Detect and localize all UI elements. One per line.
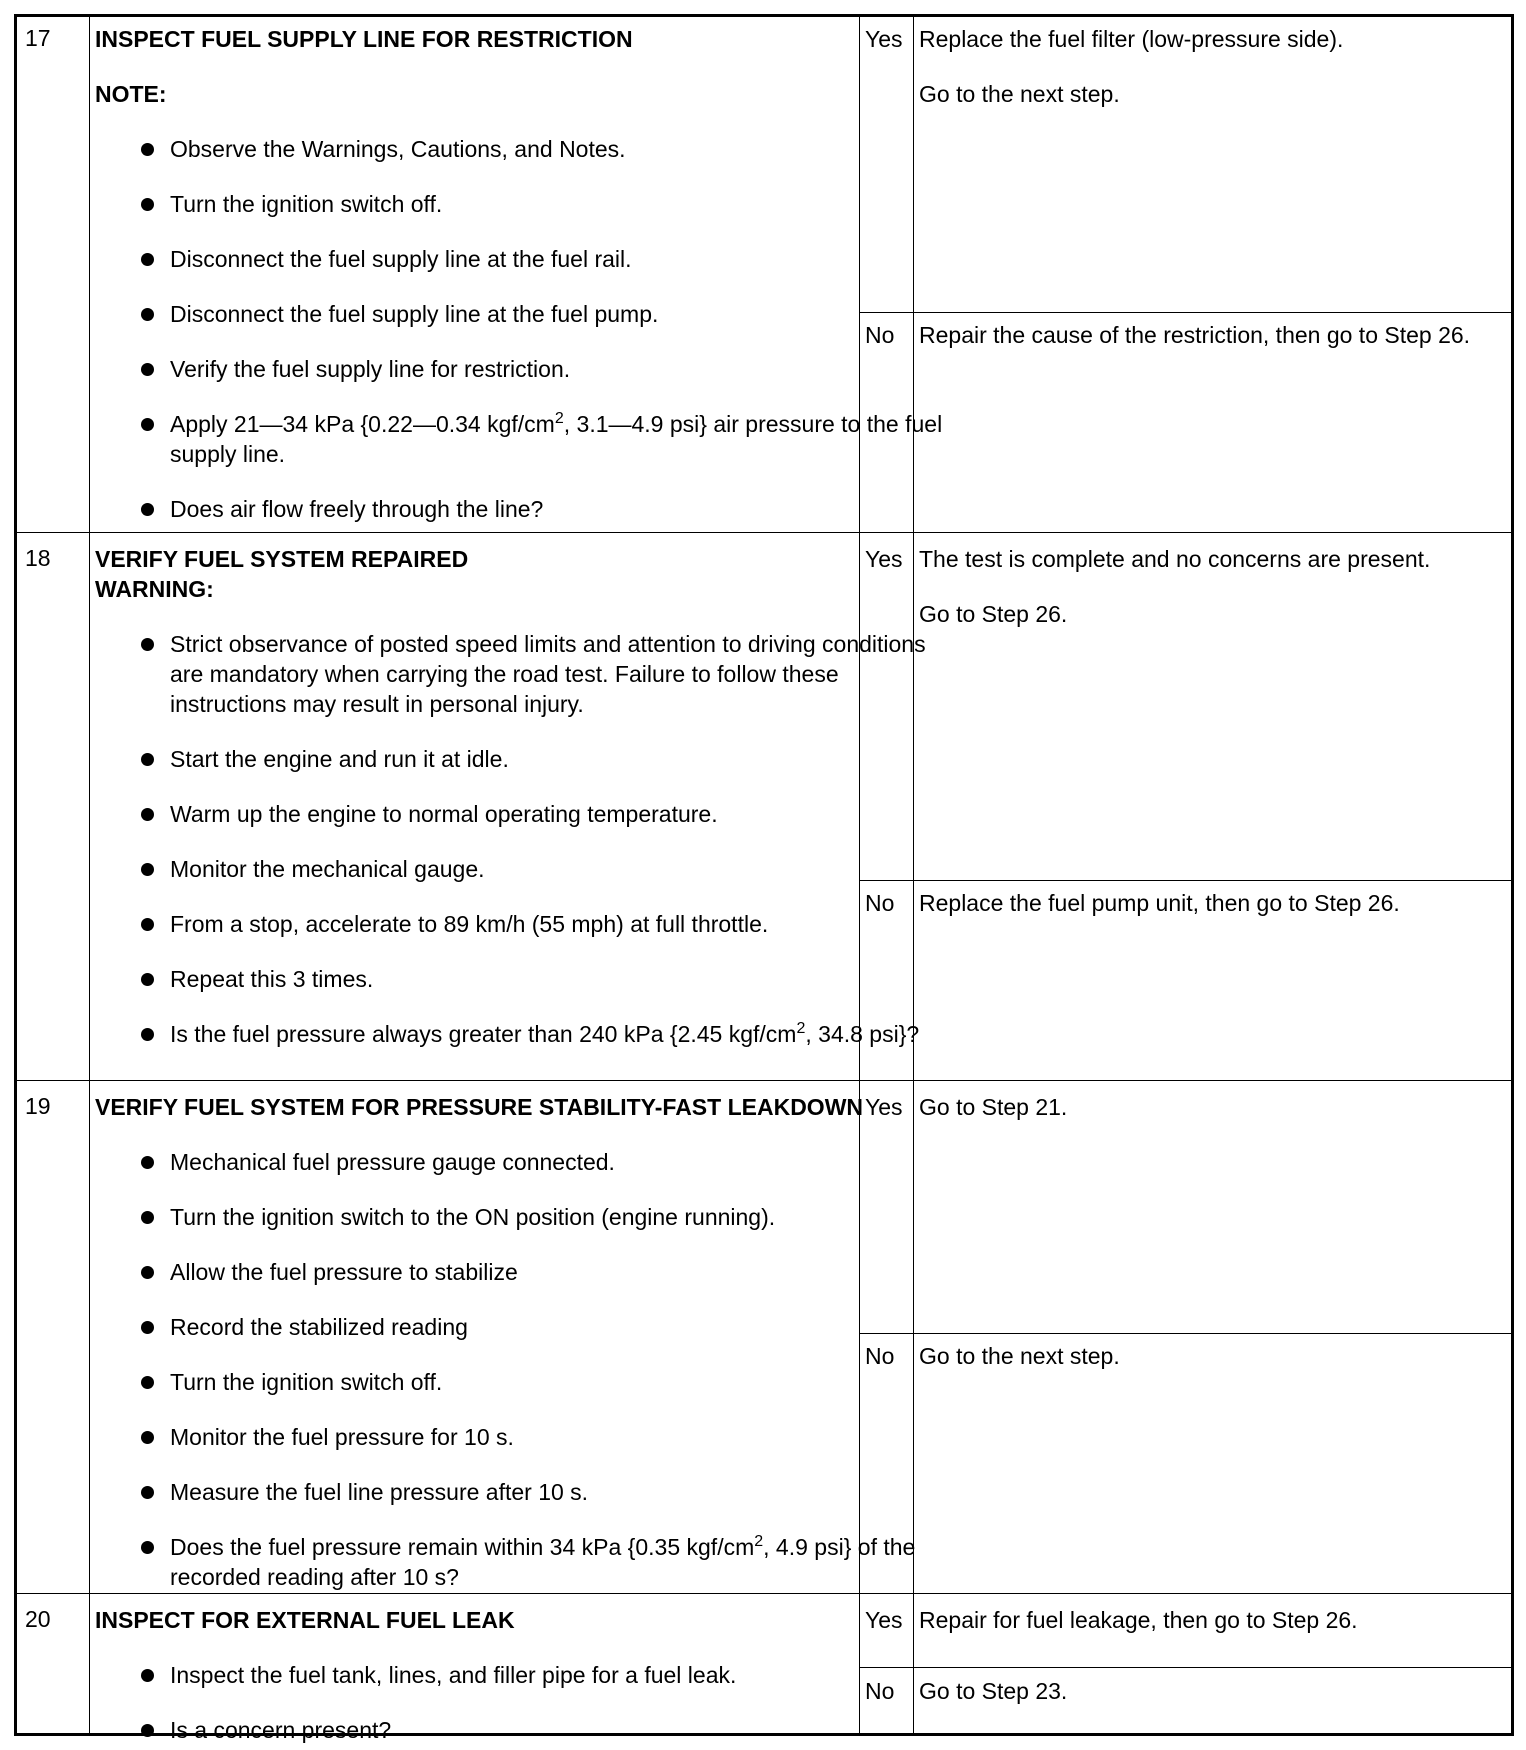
- bullet-icon: [141, 1486, 154, 1499]
- row-divider: [17, 1080, 1511, 1081]
- bullet-icon: [141, 308, 154, 321]
- note-label: NOTE:: [95, 81, 167, 107]
- column-divider-step: [89, 17, 90, 1733]
- bullet-icon: [141, 973, 154, 986]
- bullet-icon: [141, 638, 154, 651]
- instruction-item: Mechanical fuel pressure gauge connected.: [95, 1147, 955, 1177]
- bullet-icon: [141, 198, 154, 211]
- no-result: Replace the fuel pump unit, then go to Step 26.: [919, 890, 1400, 916]
- step-title: INSPECT FOR EXTERNAL FUEL LEAK: [95, 1607, 515, 1633]
- instruction-item: Apply 21—34 kPa {0.22—0.34 kgf/$cm^2$, 3.1—4.9 psi} air pressure to the fuel supply line.: [95, 409, 955, 469]
- row-divider: [17, 1593, 1511, 1594]
- step-action: [95, 24, 955, 524]
- bullet-icon: [141, 808, 154, 821]
- step-action: [95, 1605, 955, 1745]
- instruction-item: Turn the ignition switch to the ON position (engine running).: [95, 1202, 955, 1232]
- instruction-item: Warm up the engine to normal operating temperature.: [95, 799, 955, 829]
- instruction-item: Turn the ignition switch off.: [95, 189, 955, 219]
- instruction-item: Start the engine and run it at idle.: [95, 744, 955, 774]
- warning-label: WARNING:: [95, 576, 214, 602]
- step-action: [95, 544, 955, 1049]
- bullet-icon: [141, 253, 154, 266]
- bullet-icon: [141, 1321, 154, 1334]
- instruction-item: Disconnect the fuel supply line at the fuel pump.: [95, 299, 955, 329]
- instruction-item: Strict observance of posted speed limits and attention to driving conditions are mandatory when carrying the road test. Failure to follow these instructions may result in personal injury.: [95, 629, 955, 719]
- yes-label: Yes: [865, 546, 903, 572]
- bullet-icon: [141, 1156, 154, 1169]
- step-number: 19: [25, 1093, 51, 1119]
- step-title: VERIFY FUEL SYSTEM FOR PRESSURE STABILITY-FAST LEAKDOWN: [95, 1094, 864, 1120]
- yes-result: Replace the fuel filter (low-pressure side). Go to the next step.: [919, 26, 1344, 107]
- step-number: 17: [25, 25, 51, 51]
- instruction-item: Disconnect the fuel supply line at the fuel rail.: [95, 244, 955, 274]
- yes-no-divider: [859, 1333, 1511, 1334]
- bullet-icon: [141, 1669, 154, 1682]
- yes-result: Go to Step 21.: [919, 1094, 1068, 1120]
- yes-no-divider: [859, 1667, 1511, 1668]
- bullet-icon: [141, 1541, 154, 1554]
- no-label: No: [865, 1343, 895, 1369]
- instruction-item: Inspect the fuel tank, lines, and filler pipe for a fuel leak.: [95, 1660, 955, 1690]
- bullet-icon: [141, 363, 154, 376]
- bullet-icon: [141, 863, 154, 876]
- instruction-item: Turn the ignition switch off.: [95, 1367, 955, 1397]
- bullet-icon: [141, 418, 154, 431]
- yes-label: Yes: [865, 26, 903, 52]
- instruction-item: Is the fuel pressure always greater than 240 kPa {2.45 kgf/$cm^2$, 34.8 psi}?: [95, 1019, 955, 1049]
- yes-label: Yes: [865, 1607, 903, 1633]
- no-label: No: [865, 890, 895, 916]
- instruction-item: Monitor the fuel pressure for 10 s.: [95, 1422, 955, 1452]
- instruction-item: Verify the fuel supply line for restriction.: [95, 354, 955, 384]
- bullet-icon: [141, 503, 154, 516]
- instruction-item: Does air flow freely through the line?: [95, 494, 955, 524]
- step-number: 20: [25, 1606, 51, 1632]
- step-title: VERIFY FUEL SYSTEM REPAIRED: [95, 546, 469, 572]
- instruction-list: [95, 1147, 955, 1592]
- instruction-list: [95, 134, 955, 524]
- bullet-icon: [141, 753, 154, 766]
- no-result: Repair the cause of the restriction, then go to Step 26.: [919, 322, 1471, 348]
- yes-no-divider: [859, 312, 1511, 313]
- instruction-item: Record the stabilized reading: [95, 1312, 955, 1342]
- bullet-icon: [141, 1431, 154, 1444]
- instruction-item: Allow the fuel pressure to stabilize: [95, 1257, 955, 1287]
- bullet-icon: [141, 1266, 154, 1279]
- no-result: Go to Step 23.: [919, 1678, 1068, 1704]
- no-result: Go to the next step.: [919, 1343, 1120, 1369]
- yes-result: Repair for fuel leakage, then go to Step 26.: [919, 1607, 1358, 1633]
- bullet-icon: [141, 1211, 154, 1224]
- bullet-icon: [141, 1724, 154, 1737]
- bullet-icon: [141, 143, 154, 156]
- yes-label: Yes: [865, 1094, 903, 1120]
- row-divider: [17, 532, 1511, 533]
- instruction-item: Is a concern present?: [95, 1715, 955, 1745]
- yes-no-divider: [859, 880, 1511, 881]
- step-title: INSPECT FUEL SUPPLY LINE FOR RESTRICTION: [95, 26, 633, 52]
- step-action: [95, 1092, 955, 1592]
- step-number: 18: [25, 545, 51, 571]
- bullet-icon: [141, 1028, 154, 1041]
- bullet-icon: [141, 1376, 154, 1389]
- instruction-list: [95, 629, 955, 1049]
- instruction-item: Measure the fuel line pressure after 10 s.: [95, 1477, 955, 1507]
- no-label: No: [865, 1678, 895, 1704]
- instruction-item: From a stop, accelerate to 89 km/h (55 mph) at full throttle.: [95, 909, 955, 939]
- instruction-item: Observe the Warnings, Cautions, and Notes.: [95, 134, 955, 164]
- no-label: No: [865, 322, 895, 348]
- diagnostic-procedure-table: [14, 14, 1514, 1743]
- yes-result: The test is complete and no concerns are present. Go to Step 26.: [919, 546, 1431, 627]
- instruction-item: Does the fuel pressure remain within 34 kPa {0.35 kgf/$cm^2$, 4.9 psi} of the recorded reading after 10 s?: [95, 1532, 955, 1592]
- bullet-icon: [141, 918, 154, 931]
- instruction-list: [95, 1660, 955, 1745]
- instruction-item: Monitor the mechanical gauge.: [95, 854, 955, 884]
- instruction-item: Repeat this 3 times.: [95, 964, 955, 994]
